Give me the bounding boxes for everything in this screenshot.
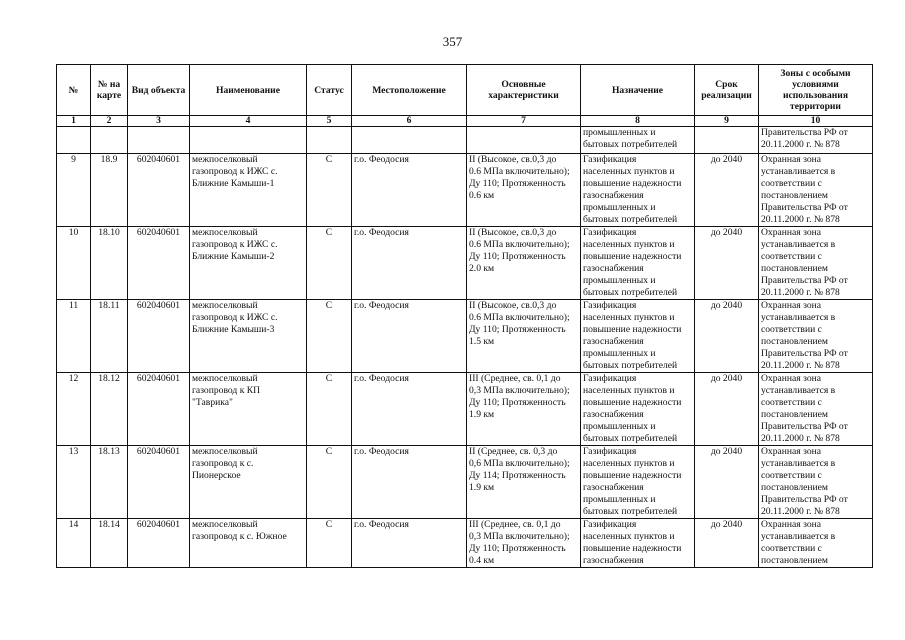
table-row [57, 446, 873, 519]
cell-term: до 2040 [695, 300, 759, 373]
cell-object-type: 602040601 [128, 227, 190, 300]
header-specs: Основные характеристики [467, 65, 581, 116]
table-row [57, 300, 873, 373]
cell-map-no: 18.12 [91, 373, 128, 446]
header-term: Срок реализации [695, 65, 759, 116]
cell-status: С [307, 300, 352, 373]
column-number: 6 [352, 116, 467, 127]
table-row [57, 154, 873, 227]
header-no: № [57, 65, 91, 116]
cell-empty [190, 127, 307, 154]
cell-name: межпоселковый газопровод к ИЖС с. Ближние Камыши-3 [190, 300, 307, 373]
cell-location: г.о. Феодосия [352, 154, 467, 227]
cell-map-no: 18.13 [91, 446, 128, 519]
header-object-type: Вид объекта [128, 65, 190, 116]
cell-term: до 2040 [695, 227, 759, 300]
cell-term: до 2040 [695, 446, 759, 519]
cell-no: 11 [57, 300, 91, 373]
cell-zone: Охранная зона устанавливается в соответствии с постановлением [759, 519, 873, 568]
continuation-row [57, 127, 873, 154]
cell-location: г.о. Феодосия [352, 446, 467, 519]
table-row [57, 519, 873, 568]
cell-empty [128, 127, 190, 154]
objects-table [56, 64, 873, 568]
header-purpose: Назначение [581, 65, 695, 116]
cell-specs: III (Среднее, св. 0,1 до 0,3 МПа включительно); Ду 110; Протяженность 0.4 км [467, 519, 581, 568]
column-number: 8 [581, 116, 695, 127]
cell-location: г.о. Феодосия [352, 227, 467, 300]
header-status: Статус [307, 65, 352, 116]
column-number: 1 [57, 116, 91, 127]
cell-map-no: 18.10 [91, 227, 128, 300]
cell-no: 10 [57, 227, 91, 300]
cell-object-type: 602040601 [128, 300, 190, 373]
table-row [57, 227, 873, 300]
cell-empty [91, 127, 128, 154]
cell-zone: Правительства РФ от 20.11.2000 г. № 878 [759, 127, 873, 154]
column-number: 2 [91, 116, 128, 127]
cell-name: межпоселковый газопровод к ИЖС с. Ближние Камыши-1 [190, 154, 307, 227]
cell-purpose: Газификация населенных пунктов и повышение надежности газоснабжения промышленных и бытовых потребителей [581, 154, 695, 227]
cell-term: до 2040 [695, 154, 759, 227]
column-number: 7 [467, 116, 581, 127]
cell-object-type: 602040601 [128, 519, 190, 568]
cell-location: г.о. Феодосия [352, 519, 467, 568]
cell-empty [307, 127, 352, 154]
cell-status: С [307, 519, 352, 568]
cell-object-type: 602040601 [128, 373, 190, 446]
header-location: Местоположение [352, 65, 467, 116]
cell-name: межпоселковый газопровод к КП "Таврика" [190, 373, 307, 446]
cell-location: г.о. Феодосия [352, 373, 467, 446]
cell-specs: II (Высокое, св.0,3 до 0.6 МПа включительно); Ду 110; Протяженность 2.0 км [467, 227, 581, 300]
cell-map-no: 18.9 [91, 154, 128, 227]
cell-empty [695, 127, 759, 154]
cell-no: 12 [57, 373, 91, 446]
cell-status: С [307, 373, 352, 446]
cell-status: С [307, 154, 352, 227]
column-number: 9 [695, 116, 759, 127]
header-map-no: № на карте [91, 65, 128, 116]
column-number: 3 [128, 116, 190, 127]
cell-specs: II (Высокое, св.0,3 до 0.6 МПа включительно); Ду 110; Протяженность 1.5 км [467, 300, 581, 373]
cell-no: 13 [57, 446, 91, 519]
cell-map-no: 18.11 [91, 300, 128, 373]
header-row [57, 65, 873, 116]
cell-zone: Охранная зона устанавливается в соответствии с постановлением Правительства РФ от 20.11.2000 г. № 878 [759, 446, 873, 519]
cell-empty [467, 127, 581, 154]
cell-name: межпоселковый газопровод к с. Южное [190, 519, 307, 568]
column-number: 5 [307, 116, 352, 127]
cell-specs: II (Высокое, св.0,3 до 0.6 МПа включительно); Ду 110; Протяженность 0.6 км [467, 154, 581, 227]
cell-name: межпоселковый газопровод к ИЖС с. Ближние Камыши-2 [190, 227, 307, 300]
cell-term: до 2040 [695, 373, 759, 446]
cell-zone: Охранная зона устанавливается в соответствии с постановлением Правительства РФ от 20.11.2000 г. № 878 [759, 227, 873, 300]
column-numbers-row [57, 116, 873, 127]
cell-purpose: Газификация населенных пунктов и повышение надежности газоснабжения промышленных и бытовых потребителей [581, 446, 695, 519]
cell-purpose: Газификация населенных пунктов и повышение надежности газоснабжения промышленных и бытовых потребителей [581, 300, 695, 373]
cell-empty [352, 127, 467, 154]
cell-purpose: промышленных и бытовых потребителей [581, 127, 695, 154]
cell-zone: Охранная зона устанавливается в соответствии с постановлением Правительства РФ от 20.11.2000 г. № 878 [759, 154, 873, 227]
cell-term: до 2040 [695, 519, 759, 568]
cell-purpose: Газификация населенных пунктов и повышение надежности газоснабжения промышленных и бытовых потребителей [581, 373, 695, 446]
cell-no: 9 [57, 154, 91, 227]
page-number: 357 [442, 34, 463, 49]
cell-object-type: 602040601 [128, 446, 190, 519]
column-number: 4 [190, 116, 307, 127]
column-number: 10 [759, 116, 873, 127]
cell-zone: Охранная зона устанавливается в соответствии с постановлением Правительства РФ от 20.11.2000 г. № 878 [759, 300, 873, 373]
cell-object-type: 602040601 [128, 154, 190, 227]
cell-empty [57, 127, 91, 154]
cell-status: С [307, 227, 352, 300]
cell-map-no: 18.14 [91, 519, 128, 568]
cell-purpose: Газификация населенных пунктов и повышение надежности газоснабжения промышленных и бытовых потребителей [581, 227, 695, 300]
cell-status: С [307, 446, 352, 519]
cell-location: г.о. Феодосия [352, 300, 467, 373]
cell-specs: II (Среднее, св. 0,3 до 0,6 МПа включительно); Ду 114; Протяженность 1.9 км [467, 446, 581, 519]
cell-name: межпоселковый газопровод к с. Пионерское [190, 446, 307, 519]
cell-purpose: Газификация населенных пунктов и повышение надежности газоснабжения [581, 519, 695, 568]
table-row [57, 373, 873, 446]
header-name: Наименование [190, 65, 307, 116]
cell-zone: Охранная зона устанавливается в соответствии с постановлением Правительства РФ от 20.11.2000 г. № 878 [759, 373, 873, 446]
cell-specs: III (Среднее, св. 0,1 до 0,3 МПа включительно); Ду 110; Протяженность 1.9 км [467, 373, 581, 446]
header-zones: Зоны с особыми условиями использования территории [759, 65, 873, 116]
cell-no: 14 [57, 519, 91, 568]
